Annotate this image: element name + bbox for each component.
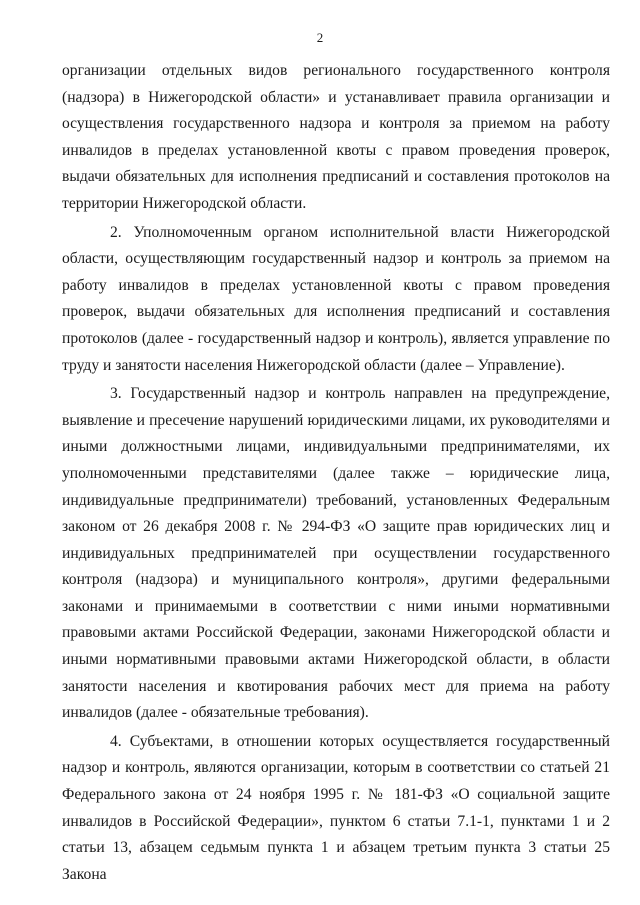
paragraph-item-3: 3. Государственный надзор и контроль направлен на предупреждение, выявление и пресечение нарушений юридическими лицами, их руководителями и иными должностными лицами, индивидуальными предпринимателями, их уполномоченными представителями (далее также – юридические лица, индивидуальные предприниматели) требований, установленных Федеральным законом от 26 декабря 2008 г. № 294-ФЗ «О защите прав юридических лиц и индивидуальных предпринимателей при осуществлении государственного контроля (надзора) и муниципального контроля», другими федеральными законами и принимаемыми в соответствии с ними иными нормативными правовыми актами Российской Федерации, законами Нижегородской области и иными нормативными правовыми актами Нижегородской области, в области занятости населения и квотирования рабочих мест для приема на работу инвалидов (далее - обязательные требования). <box>62 385 610 722</box>
page-number: 2 <box>316 30 324 45</box>
document-body <box>62 58 610 890</box>
paragraph-item-2: 2. Уполномоченным органом исполнительной власти Нижегородской области, осуществляющим государственный надзор и контроль за приемом на работу инвалидов в пределах установленной квоты с правом проведения проверок, выдачи обязательных для исполнения предписаний и составления протоколов (далее - государственный надзор и контроль), является управление по труду и занятости населения Нижегородской области (далее – Управление). <box>62 223 610 374</box>
paragraph-item-4: 4. Субъектами, в отношении которых осуществляется государственный надзор и контроль, являются организации, которым в соответствии со статьей 21 Федерального закона от 24 ноября 1995 г. № 181-ФЗ «О социальной защите инвалидов в Российской Федерации», пунктом 6 статьи 7.1-1, пунктами 1 и 2 статьи 13, абзацем седьмым пункта 1 и абзацем третьим пункта 3 статьи 25 Закона <box>62 732 610 883</box>
paragraph-continuation: организации отдельных видов регионального государственного контроля (надзора) в Нижегородской области» и устанавливает правила организации и осуществления государственного надзора и контроля за приемом на работу инвалидов в пределах установленной квоты с правом проведения проверок, выдачи обязательных для исполнения предписаний и составления протоколов на территории Нижегородской области. <box>62 62 610 212</box>
